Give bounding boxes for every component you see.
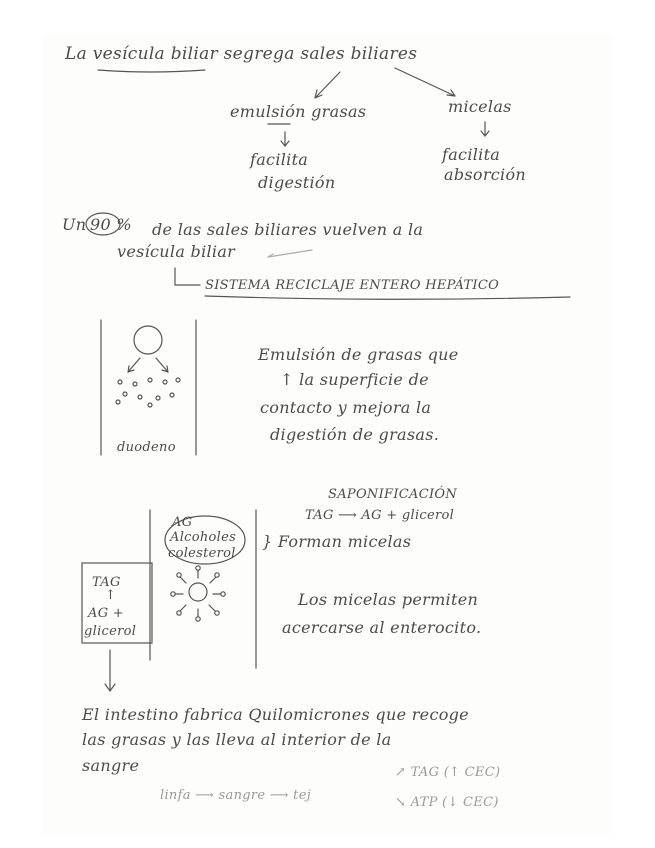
- text-box-alcoholes: Alcoholes: [170, 530, 237, 545]
- text-facilita-1: facilita: [250, 150, 309, 169]
- text-tag-equation: TAG ⟶ AG + glicerol: [305, 508, 455, 523]
- text-micelas-1: Los micelas permiten: [298, 590, 479, 609]
- text-intestino-3: sangre: [82, 756, 140, 775]
- text-tag-box-arrow: ↑: [105, 588, 117, 603]
- text-micelas: micelas: [448, 97, 512, 116]
- text-duodeno: duodeno: [117, 440, 176, 455]
- text-box-ag: AG: [172, 515, 193, 530]
- text-intestino-2: las grasas y las lleva al interior de la: [82, 730, 392, 749]
- line-vesicula: La vesícula biliar segrega sales biliares: [65, 44, 418, 64]
- text-tag-cec: ↗ TAG (↑ CEC): [395, 765, 501, 780]
- text-vesicula-2: vesícula biliar: [117, 242, 236, 261]
- text-sales-vuelven: de las sales biliares vuelven a la: [152, 220, 424, 239]
- text-90: 90 %: [90, 215, 132, 234]
- text-sistema: SISTEMA RECICLAJE ENTERO HEPÁTICO: [205, 278, 500, 293]
- text-forman-micelas: } Forman micelas: [262, 532, 412, 551]
- text-tag-box-1: TAG: [92, 575, 121, 590]
- text-emulsion: emulsión grasas: [230, 102, 367, 121]
- text-un: Un: [62, 215, 87, 234]
- text-em1: Emulsión de grasas que: [258, 345, 459, 364]
- text-box-colesterol: colesterol: [168, 546, 236, 561]
- text-atp-cec: ↘ ATP (↓ CEC): [395, 795, 499, 810]
- text-intestino-1: El intestino fabrica Quilomicrones que recoge: [82, 705, 469, 724]
- text-em4: digestión de grasas.: [270, 425, 440, 444]
- text-linfa: linfa ⟶ sangre ⟶ tej: [160, 788, 312, 803]
- text-tag-box-3: glicerol: [84, 624, 137, 639]
- text-saponificacion: SAPONIFICACIÓN: [328, 487, 458, 502]
- text-facilita-2: facilita: [442, 145, 501, 164]
- text-em2: ↑ la superficie de: [280, 370, 429, 389]
- text-em3: contacto y mejora la: [260, 398, 432, 417]
- text-digestion: digestión: [258, 173, 336, 192]
- text-tag-box-2: AG +: [88, 606, 124, 621]
- text-absorcion: absorción: [444, 165, 526, 184]
- text-micelas-2: acercarse al enterocito.: [282, 618, 482, 637]
